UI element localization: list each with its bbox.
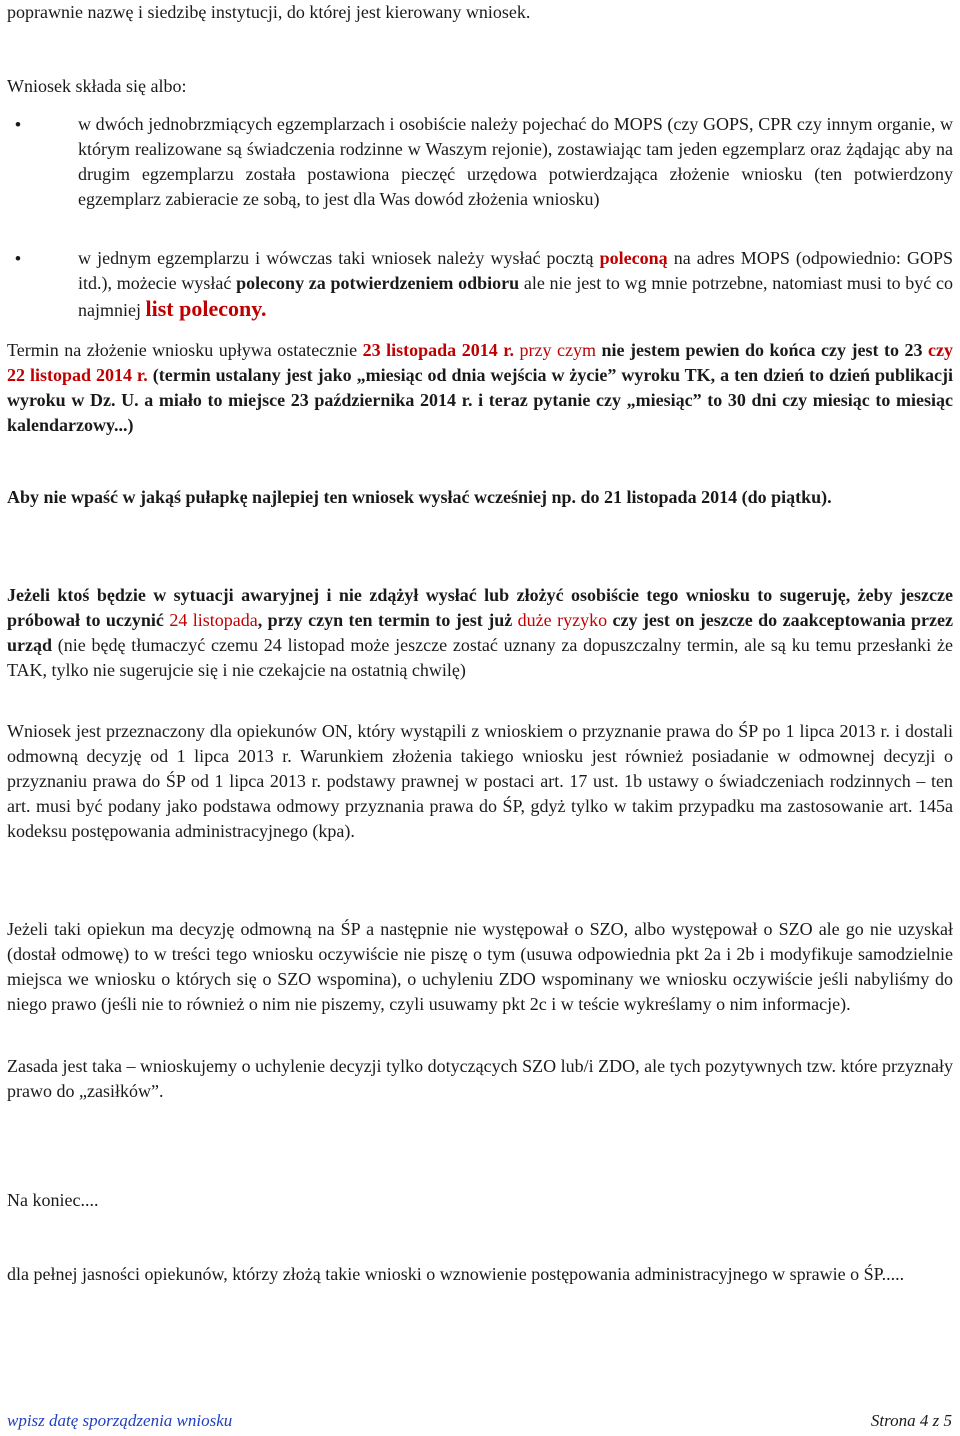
paragraph-zasada: Zasada jest taka – wnioskujemy o uchylenie decyzji tylko dotyczących SZO lub/i ZDO, ale tych pozytywnych tzw. które przyznały prawo do „zasiłków”. [7,1056,953,1101]
bullet-icon: • [15,115,21,134]
paragraph-wniosek-przeznaczony: Wniosek jest przeznaczony dla opiekunów ON, który wystąpili z wnioskiem o przyznanie prawa do ŚP po 1 lipca 2013 r. i dostali odmowną decyzję od 1 lipca 2013 r. Warunkiem złożenia takiego wniosku jest również posiadanie w odmownej decyzji o przyznaniu prawa do ŚP od 1 lipca 2013 r. podstawy prawnej w postaci art. 17 ust. 1b ustawy o świadczeniach rodzinnych – ten art. musi być podany jako podstawa odmowy przyznania prawa do ŚP, gdyż tylko w takim przypadku ma zastosowanie art. 145a kodeksu postępowania administracyjnego (kpa). [7,721,953,841]
paragraph-jezeli-opiekun: Jeżeli taki opiekun ma decyzję odmowną na ŚP a następnie nie występował o SZO, albo występował o SZO ale go nie uzyskał (dostał odmowę) to w treści tego wniosku oczywiście nie piszę o tym (usuwa odpowiednia pkt 2a i 2b i modyfikuje samodzielnie miejsca we wniosku o których się o SZO wspomina), o uchyleniu ZDO wspominany we wniosku oczywiście jeśli nabyliśmy do niego prawo (jeśli nie to również o nim nie piszemy, czyli usuwamy pkt 2c i w teście wykreślamy o nim informacje). [7,919,953,1014]
paragraph-institution: poprawnie nazwę i siedzibę instytucji, do której jest kierowany wniosek. [7,2,531,22]
footer-page-number: Strona 4 z 5 [870,1411,952,1430]
paragraph-wniosek-sklada: Wniosek składa się albo: [7,76,187,96]
paragraph-termin: Termin na złożenie wniosku upływa ostatecznie 23 listopada 2014 r. przy czym nie jestem pewien do końca czy jest to 23 czy 22 listopad 2014 r. (termin ustalany jest jako „miesiąc od dnia wejścia w życie” wyroku TK, a ten dzień to dzień publikacji wyroku w Dz. U. a miało to miejsce 23 października 2014 r. i teraz pytanie czy „miesiąc” to 30 dni czy miesiąc to miesiąc kalendarzowy...) [7,340,954,435]
paragraph-dla-pelnej: dla pełnej jasności opiekunów, którzy złożą takie wnioski o wznowienie postępowania administracyjnego w sprawie o ŚP..... [7,1264,905,1284]
paragraph-aby: Aby nie wpaść w jakąś pułapkę najlepiej ten wniosek wysłać wcześniej np. do 21 listopada 2014 (do piątku). [7,487,832,507]
bullet-text-1: w dwóch jednobrzmiących egzemplarzach i osobiście należy pojechać do MOPS (czy GOPS, CPR czy innym organie, w którym realizowane są świadczenia rodzinne w Waszym rejonie), zostawiając tam jeden egzemplarz oraz żądając aby na drugim egzemplarzu została postawiona pieczęć urzędowa potwierdzająca złożenie wniosku (ten potwierdzony egzemplarz zabieracie ze sobą, to jest dla Was dowód złożenia wniosku) [78,114,953,209]
bullet-icon: • [15,249,21,268]
bullet-text-2: w jednym egzemplarzu i wówczas taki wniosek należy wysłać pocztą poleconą na adres MOPS (odpowiednio: GOPS itd.), możecie wysłać polecony za potwierdzeniem odbioru ale nie jest to wg mnie potrzebne, natomiast musi to być co najmniej list polecony. [78,248,953,321]
paragraph-na-koniec: Na koniec.... [7,1190,99,1210]
footer-date-hint: wpisz datę sporządzenia wniosku [7,1411,233,1430]
paragraph-jezeli-awaria: Jeżeli ktoś będzie w sytuacji awaryjnej i nie zdążył wysłać lub złożyć osobiście tego wniosku to sugeruję, żeby jeszcze próbował to uczynić 24 listopada, przy czyn ten termin to jest już duże ryzyko czy jest on jeszcze do zaakceptowania przez urząd (nie będę tłumaczyć czemu 24 listopad może jeszcze zostać uznany za dopuszczalny termin, ale są ku temu przesłanki że TAK, tylko nie sugerujcie się i nie czekajcie na ostatnią chwilę) [7,585,954,680]
